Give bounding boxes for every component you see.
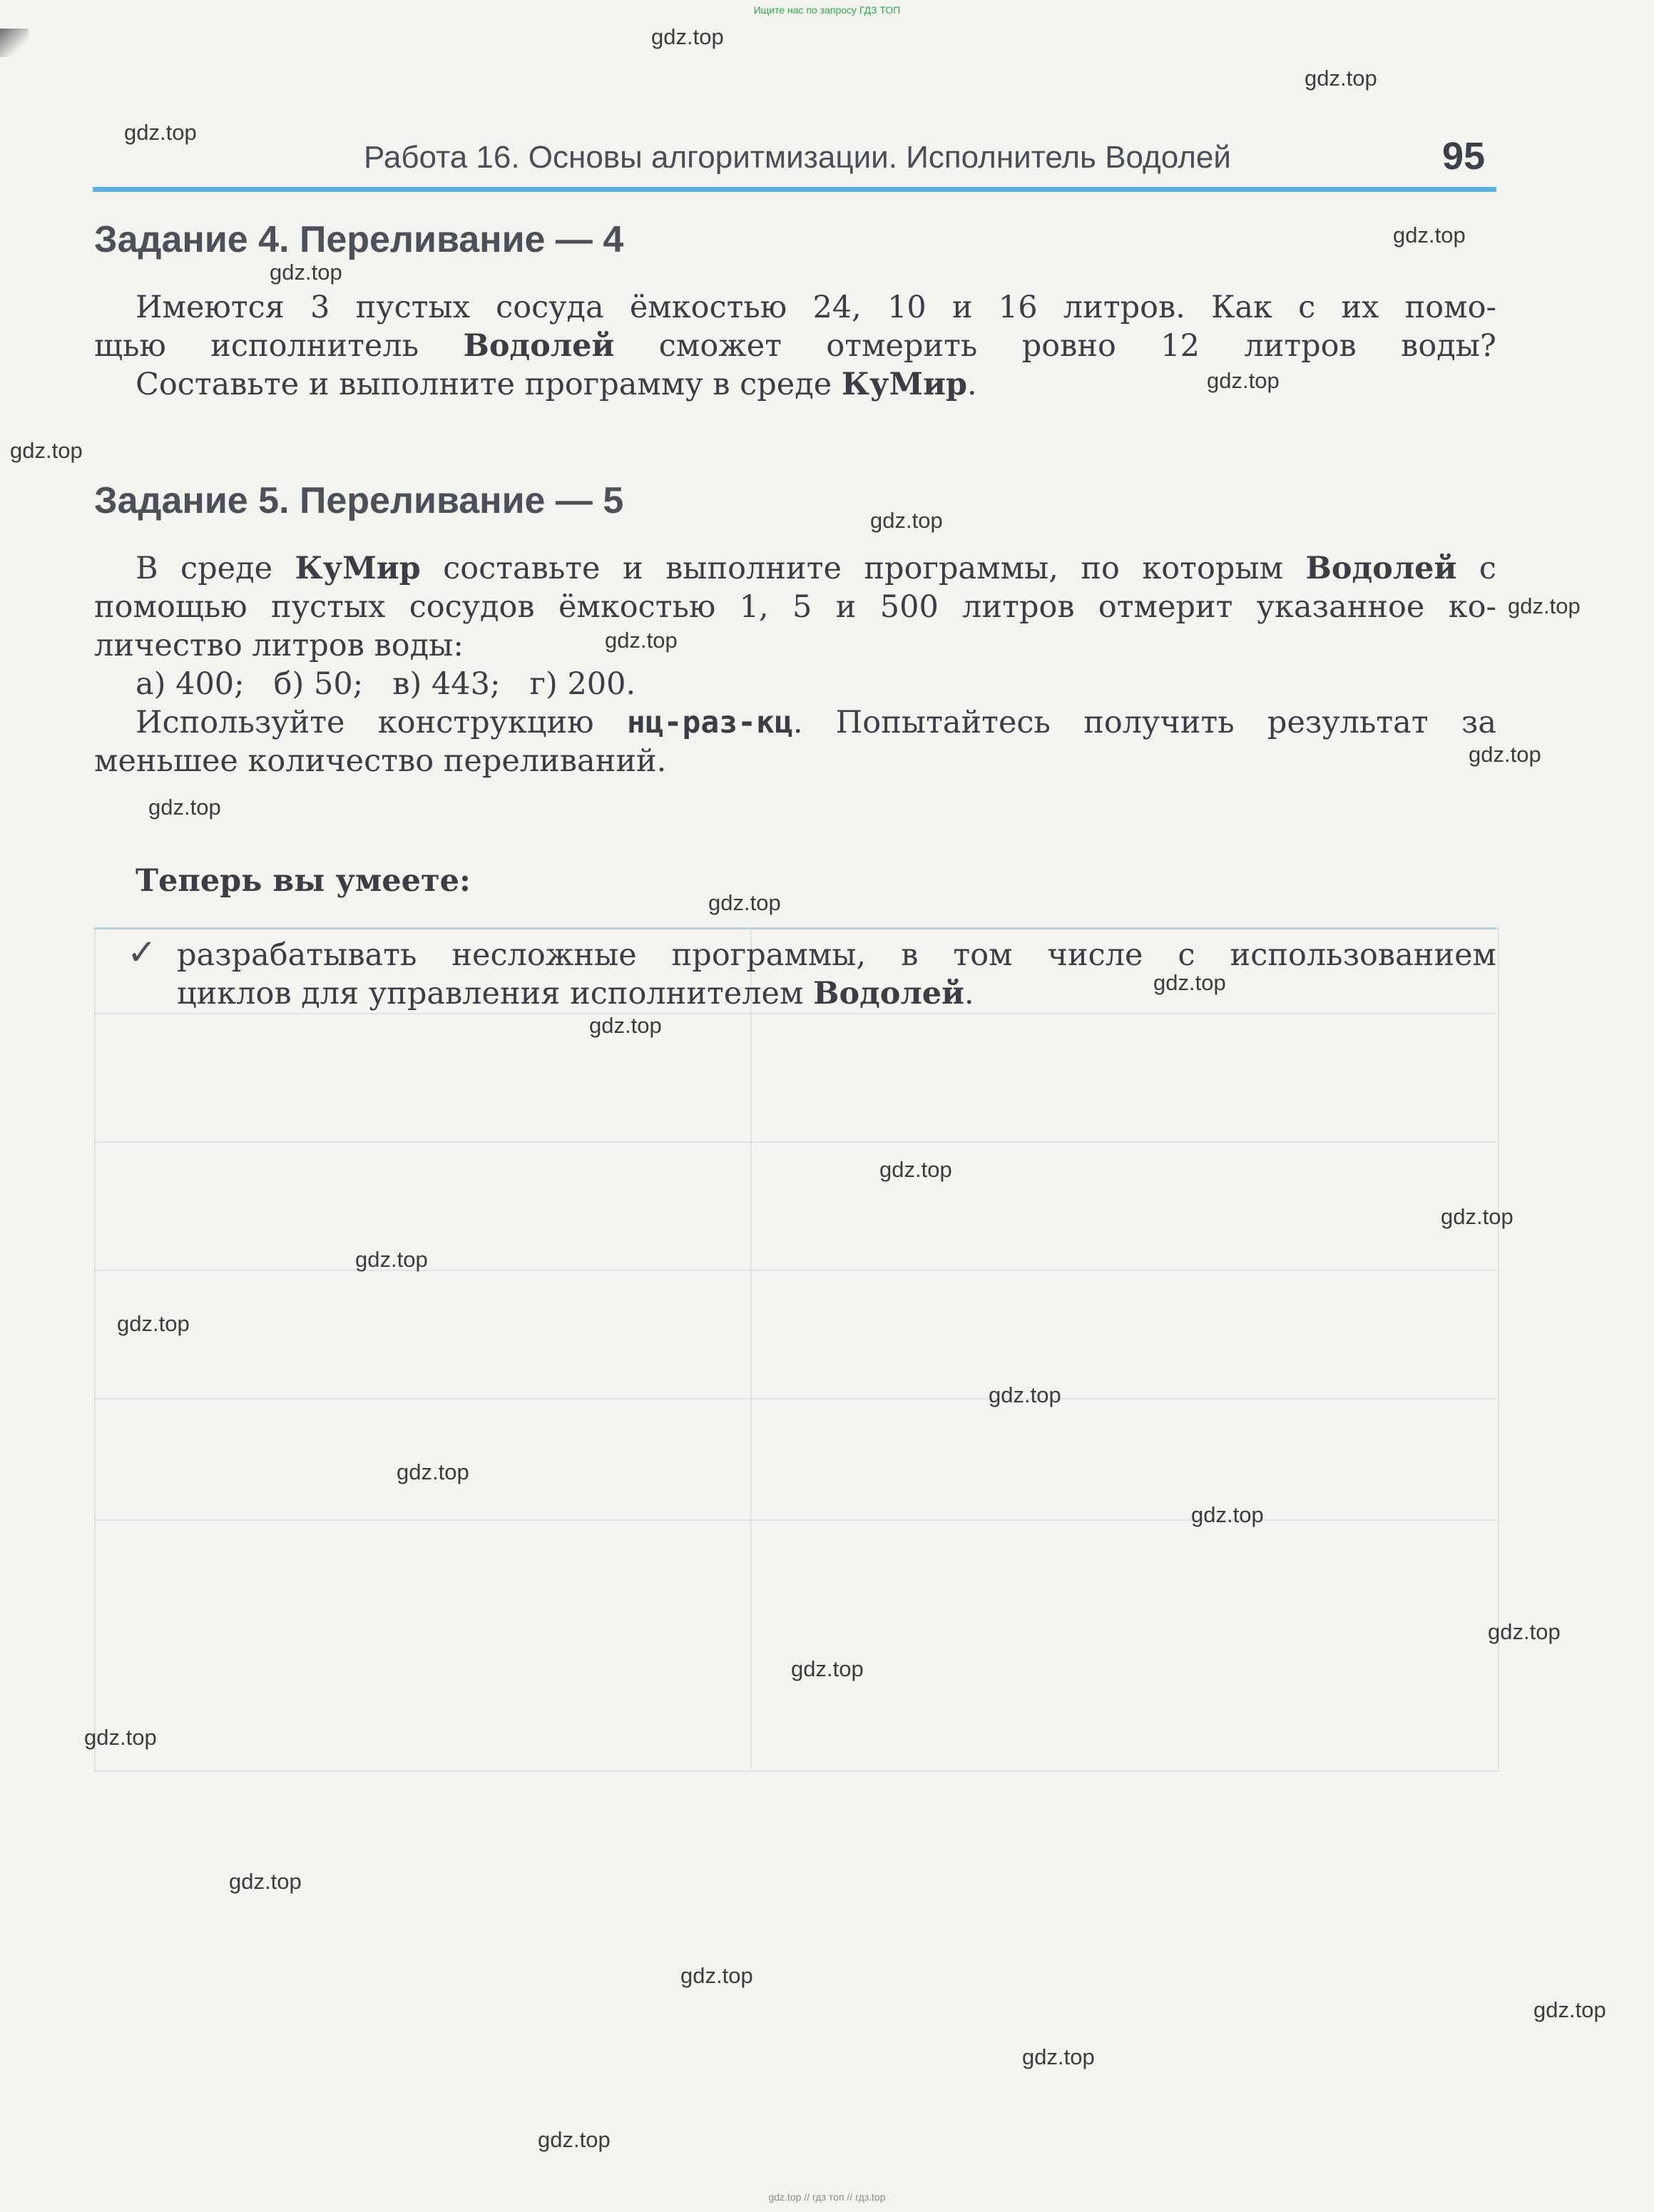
- task4-line2-pre: щью исполнитель: [94, 328, 464, 364]
- watermark: gdz.top: [605, 628, 678, 653]
- page-number: 95: [1442, 135, 1486, 178]
- watermark: gdz.top: [1508, 593, 1581, 618]
- task4-line3: [136, 367, 1496, 402]
- task5-line1: [136, 551, 1496, 586]
- task5-executor-name: Водолей: [1305, 551, 1457, 586]
- top-banner: Ищите нас по запросу ГДЗ ТОП: [753, 4, 901, 16]
- watermark: gdz.top: [538, 2127, 611, 2152]
- watermark: gdz.top: [651, 24, 724, 49]
- watermark: gdz.top: [148, 795, 221, 820]
- task5-options: [136, 666, 777, 702]
- task4-executor-name: Водолей: [463, 328, 615, 364]
- watermark: gdz.top: [1191, 1502, 1264, 1527]
- checkmark-icon: ✓: [127, 932, 157, 972]
- task5-line5-post: . Попытайтесь получить результат за: [792, 705, 1496, 740]
- bleed-through-rule: [94, 1519, 1496, 1521]
- watermark: gdz.top: [870, 508, 943, 533]
- watermark: gdz.top: [1305, 66, 1377, 91]
- task5-option-a: а) 400;: [136, 666, 245, 702]
- running-header: Работа 16. Основы алгоритмизации. Исполнитель Водолей: [364, 140, 1231, 175]
- watermark: gdz.top: [270, 260, 342, 285]
- watermark: gdz.top: [791, 1656, 864, 1681]
- bleed-through-table: [94, 927, 1499, 1772]
- task4-line2: [94, 328, 1496, 364]
- watermark: gdz.top: [355, 1247, 428, 1272]
- task5-line2: помощью пустых сосудов ёмкостью 1, 5 и 500 литров отмерит указанное ко-: [94, 589, 1496, 625]
- watermark: gdz.top: [680, 1963, 753, 1988]
- watermark: gdz.top: [589, 1013, 662, 1038]
- task5-line3: личество литров воды:: [94, 628, 464, 663]
- skills-heading: Теперь вы умеете:: [136, 863, 471, 899]
- task4-env-name: КуМир: [841, 367, 968, 402]
- bottom-banner: gdz.top // гдз топ // гдз.top: [768, 2191, 886, 2203]
- task4-line3-pre: Составьте и выполните программу в среде: [136, 367, 842, 402]
- watermark: gdz.top: [1207, 368, 1280, 393]
- skills-line2: [177, 976, 1496, 1011]
- task5-heading: Задание 5. Переливание — 5: [94, 480, 624, 521]
- watermark: gdz.top: [989, 1382, 1061, 1407]
- task5-line1-post: с: [1456, 551, 1496, 586]
- task5-line1-mid: составьте и выполните программы, по которым: [420, 551, 1306, 586]
- watermark: gdz.top: [229, 1869, 302, 1894]
- skills-line2-post: .: [964, 976, 974, 1011]
- skills-line1: разрабатывать несложные программы, в том числе с использованием: [177, 937, 1496, 973]
- task5-env-name: КуМир: [295, 551, 421, 586]
- watermark: gdz.top: [1393, 223, 1466, 248]
- task5-line5: [136, 705, 1496, 740]
- bleed-through-rule: [94, 1270, 1496, 1271]
- watermark: gdz.top: [124, 120, 197, 145]
- watermark: gdz.top: [1488, 1619, 1561, 1644]
- task5-loop-construct: нц-раз-кц: [626, 705, 793, 740]
- watermark: gdz.top: [10, 438, 83, 463]
- watermark: gdz.top: [84, 1725, 157, 1750]
- watermark: gdz.top: [1469, 742, 1541, 767]
- skills-line2-pre: циклов для управления исполнителем: [177, 976, 814, 1011]
- task5-line5-pre: Используйте конструкцию: [136, 705, 627, 740]
- watermark: gdz.top: [879, 1157, 952, 1182]
- task4-heading: Задание 4. Переливание — 4: [94, 219, 624, 260]
- bleed-through-rule: [94, 1141, 1496, 1143]
- task4-line2-post: сможет отмерить ровно 12 литров воды?: [614, 328, 1496, 364]
- watermark: gdz.top: [1153, 970, 1226, 995]
- watermark: gdz.top: [397, 1459, 469, 1484]
- watermark: gdz.top: [708, 890, 781, 915]
- task5-option-c: в) 443;: [392, 666, 501, 702]
- task4-line3-post: .: [967, 367, 977, 402]
- watermark: gdz.top: [1441, 1204, 1513, 1229]
- task5-line6: меньшее количество переливаний.: [94, 743, 667, 779]
- watermark: gdz.top: [1533, 1997, 1606, 2022]
- task5-line1-pre: В среде: [136, 551, 295, 586]
- header-rule: [93, 187, 1496, 192]
- watermark: gdz.top: [117, 1311, 190, 1336]
- bleed-through-rule: [94, 1398, 1496, 1400]
- task4-line1: Имеются 3 пустых сосуда ёмкостью 24, 10 и 16 литров. Как с их помо-: [136, 290, 1496, 325]
- watermark: gdz.top: [1022, 2044, 1095, 2069]
- bleed-through-rule: [750, 927, 752, 1769]
- skills-executor-name: Водолей: [813, 976, 965, 1011]
- task5-option-b: б) 50;: [273, 666, 364, 702]
- scan-corner-shadow: [0, 29, 29, 57]
- task5-option-d: г) 200.: [529, 666, 636, 702]
